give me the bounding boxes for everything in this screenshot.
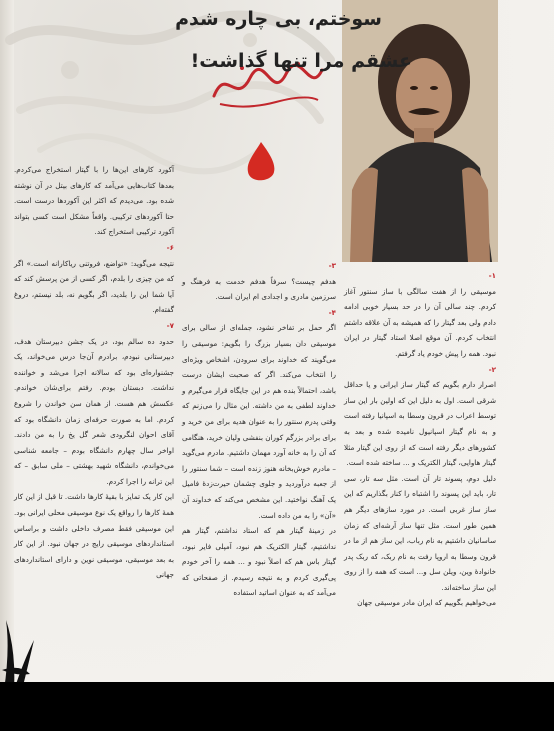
paragraph-text: این کار یک تمایز با بقیهٔ کارها داشت. تا قبل از این کار همهٔ کارها را رواقع یک نوع موسیقی محلی ایرانی بود. این موسیقی فقط مصرف داخلی داشت و براساس استانداردهای موسیقی رایج در جهان نبود. از این کار به بعد موسیقی، موسیقی نوین و دارای استانداردهای جهانی — [14, 492, 174, 580]
section-number: ۱- — [488, 271, 496, 280]
paragraph — [182, 523, 336, 601]
paragraph — [14, 318, 174, 490]
paragraph-text: دلیل دوم، پسوند تار آن است. مثل سه تار، سی تار، باید این پسوند را اشتباه را کنار بگذاریم که این ساز ساز غربی است. در مورد سازهای دیگر هم همین طور است. مثل تنها ساز آرشه‌ای که زمان ساسانیان داشتیم به نام رباب، این ساز هم از ما در قرون وسطا به اروپا رفت به نام ربک، که ربک پدر خانوادهٔ وین، ویلن سل و... است که همه را از روی این ساز ساخته‌اند. — [344, 473, 496, 592]
paragraph-text: می‌خواهیم بگوییم که ایران مادر موسیقی جهان — [357, 598, 496, 608]
paragraph-text: آکورد کارهای این‌ها را با گیتار استخراج می‌کردم. بعدها کتاب‌هایی می‌آمد که کارهای بیتل در آن نوشته شده بود. می‌دیدم که اکثر این آکوردها درست است. حتا آکوردهای ترکیبی. واقعاً مشکل است کسی بتواند آکورد ترکیبی استخراج کند. — [14, 165, 174, 237]
paragraph — [182, 305, 336, 523]
paragraph — [344, 362, 496, 471]
paragraph-text: در زمینهٔ گیتار هم که استاد نداشتم، گیتار هم نداشتیم، گیتار الکتریک هم نبود، آمپلی فایر نبود، گیتار باس هم که اصلاً نبود و ... همه را آخر خودم پی‌گیری کردم و به نتیجه رسیدم. از صفحاتی که می‌آمد که به عنوان اساتید استفاده — [182, 526, 336, 598]
paragraph-text: اگر حمل بر تفاخر نشود، جمله‌ای از سالی برای موسیقی دان بسیار بزرگ را بگویم: موسیقی را می‌گویند که خداوند برای سرودن، اشخاص ویژه‌ای را انتخاب می‌کند. اگر که صحبت ایشان درست باشد، احتمالاً بنده هم در این جایگاه قرار می‌گیرم و خداوند لطفی به من داشته. این مثال را می‌زنم که وقتی پدرم سنتور را به عنوان هدیه برای من خرید و برای برادر بزرگم کوران بنفشی ولیان خرید، هنگامی که آن را به خانه آورد مهمان داشتیم. مادرم می‌گوید – مادرم خوش‌بخانه هنوز زنده است – شما سنتور را از جعبه درآوردید و جلوی چشمان حیرت‌زدهٔ فامیل یک آهنگ نواختید. این مشخص می‌کند که خداوند آن «آن» را به من داده است. — [182, 323, 336, 520]
headline-line-1: سوختم، بی چاره شدم — [175, 8, 382, 30]
paragraph-text: نتیجه می‌گوید: «تواضع، فروتنی ریاکارانه است.» اگر که من چیزی را بلدم، اگر کسی از من پرسش کند که آیا شما این را بلدید، اگر بگویم نه، بلد نیستم، دروغ گفته‌ام. — [14, 258, 174, 315]
paragraph — [344, 595, 496, 611]
section-number: ۳- — [328, 261, 336, 270]
section-number: ۷- — [166, 320, 174, 330]
article-columns — [0, 160, 554, 700]
column-left — [14, 162, 174, 583]
paragraph-text: حدود ده سالم بود، در یک جشن دبیرستان هدف، دبیرستانی نبودم، برادرم آن‌جا درس می‌خواند، یک جشنواره‌ای بود که سالانه اجرا می‌شد و خواننده نداشت. دبستان بودم. رفتم برای‌شان خواندم. عکسش هم هست. از همان سن خواندن را شروع کردم. اما به صورت حرفه‌ای زمان دانشگاه بود که آقای احوان لنگرودی شعر گل یخ را به من دادند. اواخر سال چهارم دانشگاه بودم – جامعه شناسی می‌خواندم، دانشگاه شهید بهشتی – ملی سابق – که این ترانه را اجرا کردم. — [14, 336, 174, 486]
paragraph-text: اصرار دارم بگویم که گیتار ساز ایرانی و یا حداقل شرقی است. اول به دلیل این که اولین بار این ساز توسط اعراب در قرون وسطا به اسپانیا رفته است و به نام گیتار اسپانیول نامیده شده و بعد به کشورهای دیگر رفته است که از روی این گیتار مثلا گیتار هاوایی، گیتار الکتریک و ... ساخته شده است. — [344, 380, 496, 468]
column-middle — [182, 258, 336, 601]
paragraph — [14, 162, 174, 240]
section-number: ۶- — [166, 242, 174, 252]
paragraph — [14, 489, 174, 583]
paragraph-text: موسیقی را از هفت سالگی با ساز سنتور آغاز کردم. چند سالی آن را در حد بسیار خوبی ادامه دادم ولی بعد گیتار را که همیشه به آن علاقه داشتم انتخاب کردم. آن موقع اصلا استاد گیتار در ایران نبود. همه را پیش خودم یاد گرفتم. — [344, 286, 496, 358]
section-number: ۴- — [328, 307, 336, 317]
bottom-black-bar — [0, 682, 554, 731]
section-number: ۲- — [488, 364, 496, 374]
paragraph — [344, 268, 496, 362]
plant-silhouette-icon — [0, 610, 60, 690]
paragraph — [14, 240, 174, 318]
paragraph — [344, 471, 496, 596]
paragraph — [182, 258, 336, 305]
column-right — [344, 268, 496, 611]
headline-line-2: عشقم مرا تنها گذاشت! — [190, 50, 412, 72]
paragraph-text: هدفم چیست؟ سرفاً هدفم خدمت به فرهنگ و سرزمین مادری و اجدادی ام ایران است. — [182, 276, 336, 302]
